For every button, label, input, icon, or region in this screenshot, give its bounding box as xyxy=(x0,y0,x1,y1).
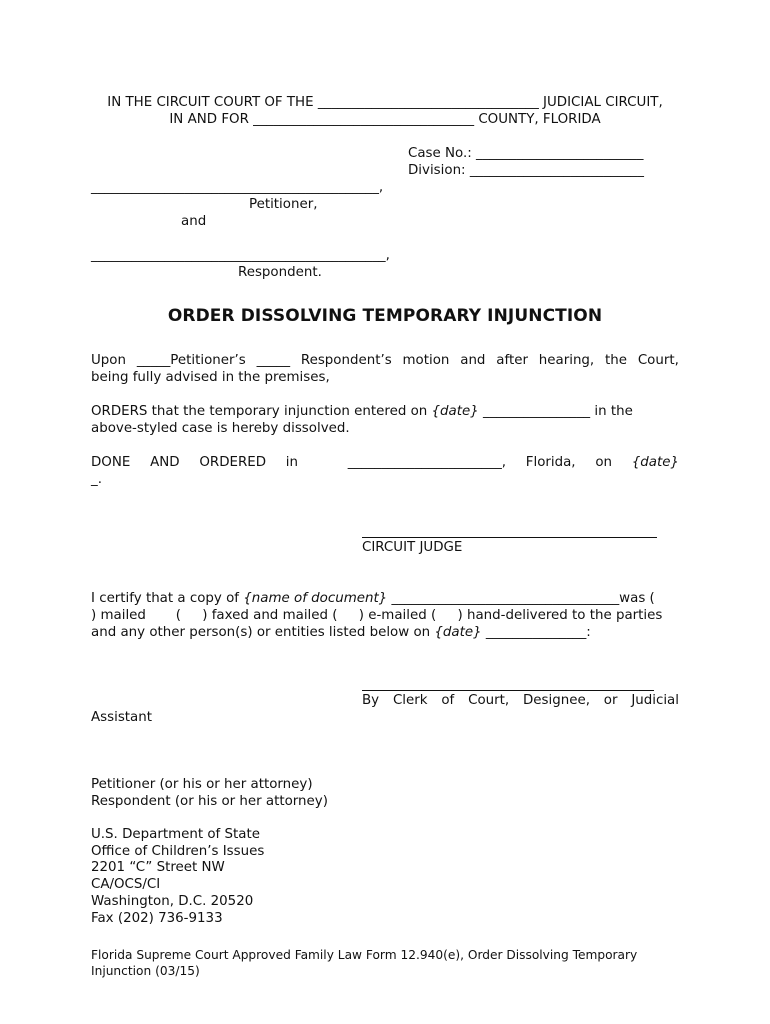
word: on xyxy=(595,455,613,470)
address-line: Office of Children’s Issues xyxy=(91,844,265,859)
document-name-placeholder: {name of document} xyxy=(243,591,388,606)
word: Designee, xyxy=(522,693,590,708)
certificate-text: __________________________________was ( xyxy=(387,591,655,606)
word: Clerk xyxy=(392,693,428,708)
petitioner-name-line: ___________________________________________, xyxy=(91,180,384,195)
address-line: CA/OCS/CI xyxy=(91,877,161,892)
certificate-line3 xyxy=(91,624,591,641)
caption-court-line: IN THE CIRCUIT COURT OF THE _________________________________ JUDICIAL CIRCUIT, xyxy=(107,95,663,110)
footer-form-line2: Injunction (03/15) xyxy=(91,964,200,978)
orders-text: ________________ in the xyxy=(478,404,633,419)
orders-text: ORDERS that the temporary injunction entered on xyxy=(91,404,432,419)
footer-form-line1: Florida Supreme Court Approved Family Law Form 12.940(e), Order Dissolving Temporary xyxy=(91,948,638,962)
word: Florida, xyxy=(525,455,576,470)
word: in xyxy=(285,455,299,470)
respondent-label: Respondent. xyxy=(238,265,322,280)
distribution-petitioner: Petitioner (or his or her attorney) xyxy=(91,777,313,792)
distribution-respondent: Respondent (or his or her attorney) xyxy=(91,794,328,809)
petitioner-label: Petitioner, xyxy=(249,197,318,212)
case-number-field: Case No.: _________________________ xyxy=(408,146,644,161)
address-line: Washington, D.C. 20520 xyxy=(91,894,254,909)
circuit-judge-label: CIRCUIT JUDGE xyxy=(362,540,463,555)
clerk-signature-line xyxy=(362,690,654,691)
certificate-text: _______________: xyxy=(481,625,591,640)
respondent-name-line: ____________________________________________, xyxy=(91,248,390,263)
and-label: and xyxy=(181,214,207,229)
document-title: ORDER DISSOLVING TEMPORARY INJUNCTION xyxy=(167,306,603,326)
word: Court, xyxy=(637,353,679,368)
word: Judicial xyxy=(631,693,679,708)
clerk-label-line2: Assistant xyxy=(91,710,153,725)
division-field: Division: __________________________ xyxy=(408,163,644,178)
word: Upon xyxy=(91,353,126,368)
word: of xyxy=(441,693,455,708)
word: after xyxy=(496,353,528,368)
date-placeholder: {date} xyxy=(431,404,479,419)
word: the xyxy=(605,353,627,368)
address-line: U.S. Department of State xyxy=(91,827,260,842)
date-placeholder: {date} xyxy=(631,455,679,470)
word: ORDERED xyxy=(199,455,267,470)
word: motion xyxy=(402,353,450,368)
clerk-label-line1 xyxy=(362,692,679,709)
done-ordered-line1 xyxy=(91,454,679,471)
city-blank: _______________________, xyxy=(347,455,507,470)
word: Court, xyxy=(468,693,510,708)
word: hearing, xyxy=(538,353,595,368)
word: AND xyxy=(150,455,180,470)
word: Respondent’s xyxy=(300,353,392,368)
address-line: 2201 “C” Street NW xyxy=(91,860,225,875)
date-placeholder: {date} xyxy=(434,625,482,640)
certificate-line1 xyxy=(91,590,655,607)
certificate-text: I certify that a copy of xyxy=(91,591,244,606)
orders-paragraph-line1 xyxy=(91,403,633,420)
certificate-line2: ) mailed ( ) faxed and mailed ( ) e-mailed ( ) hand-delivered to the parties xyxy=(91,608,663,623)
word: DONE xyxy=(91,455,131,470)
done-ordered-line2: _. xyxy=(91,472,102,487)
address-fax: Fax (202) 736-9133 xyxy=(91,911,223,926)
orders-paragraph-line2: above-styled case is hereby dissolved. xyxy=(91,421,350,436)
judge-signature-line xyxy=(362,537,657,538)
motion-paragraph-line2: being fully advised in the premises, xyxy=(91,370,330,385)
certificate-text: and any other person(s) or entities listed below on xyxy=(91,625,435,640)
word: or xyxy=(603,693,618,708)
word: By xyxy=(362,693,380,708)
word: _____Petitioner’s xyxy=(136,353,246,368)
motion-paragraph-line1 xyxy=(91,352,679,369)
word: and xyxy=(460,353,486,368)
word: _____ xyxy=(256,353,291,368)
caption-county-line: IN AND FOR _________________________________ COUNTY, FLORIDA xyxy=(169,112,601,127)
